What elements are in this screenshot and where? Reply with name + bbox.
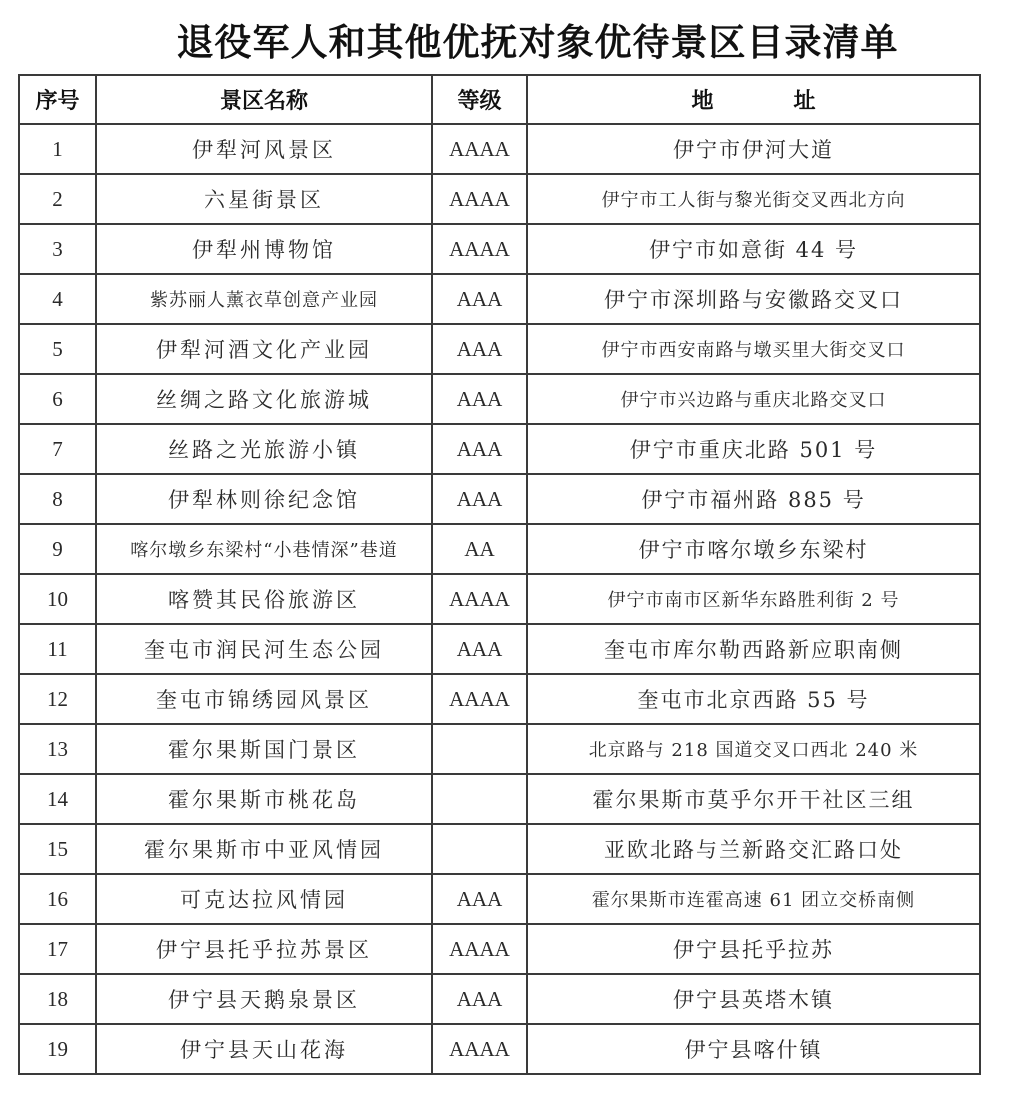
cell-address: 伊宁市喀尔墩乡东梁村 <box>527 524 980 574</box>
cell-no: 12 <box>19 674 96 724</box>
cell-name: 喀赞其民俗旅游区 <box>96 574 432 624</box>
cell-name: 可克达拉风情园 <box>96 874 432 924</box>
cell-level: AAA <box>432 974 527 1024</box>
header-address <box>527 75 980 124</box>
table-header-row <box>19 75 980 124</box>
scenic-area-table <box>18 74 981 1075</box>
cell-name: 伊犁林则徐纪念馆 <box>96 474 432 524</box>
cell-name: 奎屯市锦绣园风景区 <box>96 674 432 724</box>
cell-address: 伊宁市兴边路与重庆北路交叉口 <box>527 374 980 424</box>
cell-level: AAA <box>432 424 527 474</box>
cell-name: 丝路之光旅游小镇 <box>96 424 432 474</box>
table-row <box>19 624 980 674</box>
cell-level: AAAA <box>432 174 527 224</box>
cell-no: 6 <box>19 374 96 424</box>
cell-name: 奎屯市润民河生态公园 <box>96 624 432 674</box>
cell-name: 六星街景区 <box>96 174 432 224</box>
cell-name: 伊犁州博物馆 <box>96 224 432 274</box>
cell-address: 伊宁县英塔木镇 <box>527 974 980 1024</box>
table-row <box>19 924 980 974</box>
cell-name: 丝绸之路文化旅游城 <box>96 374 432 424</box>
cell-address: 亚欧北路与兰新路交汇路口处 <box>527 824 980 874</box>
table-row <box>19 974 980 1024</box>
cell-address: 伊宁市南市区新华东路胜利街 2 号 <box>527 574 980 624</box>
table-row <box>19 124 980 174</box>
header-address-part1: 地 <box>691 89 714 114</box>
header-name: 景区名称 <box>96 75 432 124</box>
document-title: 退役军人和其他优抚对象优待景区目录清单 <box>176 21 899 64</box>
table-row <box>19 174 980 224</box>
cell-name: 伊宁县天鹅泉景区 <box>96 974 432 1024</box>
header-no: 序号 <box>19 75 96 124</box>
cell-address: 霍尔果斯市莫乎尔开干社区三组 <box>527 774 980 824</box>
table-row <box>19 874 980 924</box>
table-row <box>19 524 980 574</box>
table-row <box>19 274 980 324</box>
table-row <box>19 324 980 374</box>
cell-level: AAAA <box>432 924 527 974</box>
cell-no: 2 <box>19 174 96 224</box>
table-row <box>19 224 980 274</box>
table-row <box>19 724 980 774</box>
cell-address: 伊宁市福州路 885 号 <box>527 474 980 524</box>
cell-name: 伊犁河酒文化产业园 <box>96 324 432 374</box>
cell-address: 伊宁市深圳路与安徽路交叉口 <box>527 274 980 324</box>
cell-no: 15 <box>19 824 96 874</box>
cell-name: 伊宁县托乎拉苏景区 <box>96 924 432 974</box>
cell-level <box>432 724 527 774</box>
header-address-part2: 址 <box>793 89 816 114</box>
cell-level: AAA <box>432 624 527 674</box>
cell-level <box>432 774 527 824</box>
cell-no: 1 <box>19 124 96 174</box>
table-row <box>19 374 980 424</box>
cell-no: 8 <box>19 474 96 524</box>
cell-level: AAAA <box>432 674 527 724</box>
cell-name: 喀尔墩乡东梁村“小巷情深”巷道 <box>96 524 432 574</box>
cell-level: AAAA <box>432 124 527 174</box>
cell-no: 16 <box>19 874 96 924</box>
cell-level: AAA <box>432 874 527 924</box>
cell-name: 霍尔果斯市中亚风情园 <box>96 824 432 874</box>
cell-address: 奎屯市库尔勒西路新应职南侧 <box>527 624 980 674</box>
cell-address: 伊宁市重庆北路 501 号 <box>527 424 980 474</box>
table-row <box>19 424 980 474</box>
cell-level: AAA <box>432 474 527 524</box>
cell-address: 伊宁市西安南路与墩买里大街交叉口 <box>527 324 980 374</box>
cell-no: 11 <box>19 624 96 674</box>
cell-no: 3 <box>19 224 96 274</box>
cell-address: 伊宁县托乎拉苏 <box>527 924 980 974</box>
table-row <box>19 1024 980 1074</box>
table-row <box>19 574 980 624</box>
cell-address: 伊宁市伊河大道 <box>527 124 980 174</box>
cell-name: 霍尔果斯市桃花岛 <box>96 774 432 824</box>
cell-no: 7 <box>19 424 96 474</box>
cell-no: 14 <box>19 774 96 824</box>
cell-name: 伊犁河风景区 <box>96 124 432 174</box>
cell-name: 紫苏丽人薰衣草创意产业园 <box>96 274 432 324</box>
table-row <box>19 474 980 524</box>
cell-no: 10 <box>19 574 96 624</box>
cell-no: 9 <box>19 524 96 574</box>
table-row <box>19 824 980 874</box>
cell-no: 5 <box>19 324 96 374</box>
cell-level: AAA <box>432 324 527 374</box>
cell-level: AA <box>432 524 527 574</box>
cell-address: 北京路与 218 国道交叉口西北 240 米 <box>527 724 980 774</box>
cell-address: 奎屯市北京西路 55 号 <box>527 674 980 724</box>
cell-level: AAA <box>432 374 527 424</box>
table-row <box>19 674 980 724</box>
cell-level: AAA <box>432 274 527 324</box>
cell-address: 霍尔果斯市连霍高速 61 团立交桥南侧 <box>527 874 980 924</box>
cell-no: 17 <box>19 924 96 974</box>
cell-address: 伊宁市如意街 44 号 <box>527 224 980 274</box>
header-level: 等级 <box>432 75 527 124</box>
cell-level: AAAA <box>432 574 527 624</box>
cell-address: 伊宁县喀什镇 <box>527 1024 980 1074</box>
cell-no: 13 <box>19 724 96 774</box>
cell-no: 18 <box>19 974 96 1024</box>
cell-no: 4 <box>19 274 96 324</box>
cell-name: 霍尔果斯国门景区 <box>96 724 432 774</box>
cell-address: 伊宁市工人街与黎光街交叉西北方向 <box>527 174 980 224</box>
cell-level <box>432 824 527 874</box>
cell-no: 19 <box>19 1024 96 1074</box>
cell-level: AAAA <box>432 1024 527 1074</box>
cell-level: AAAA <box>432 224 527 274</box>
cell-name: 伊宁县天山花海 <box>96 1024 432 1074</box>
table-row <box>19 774 980 824</box>
